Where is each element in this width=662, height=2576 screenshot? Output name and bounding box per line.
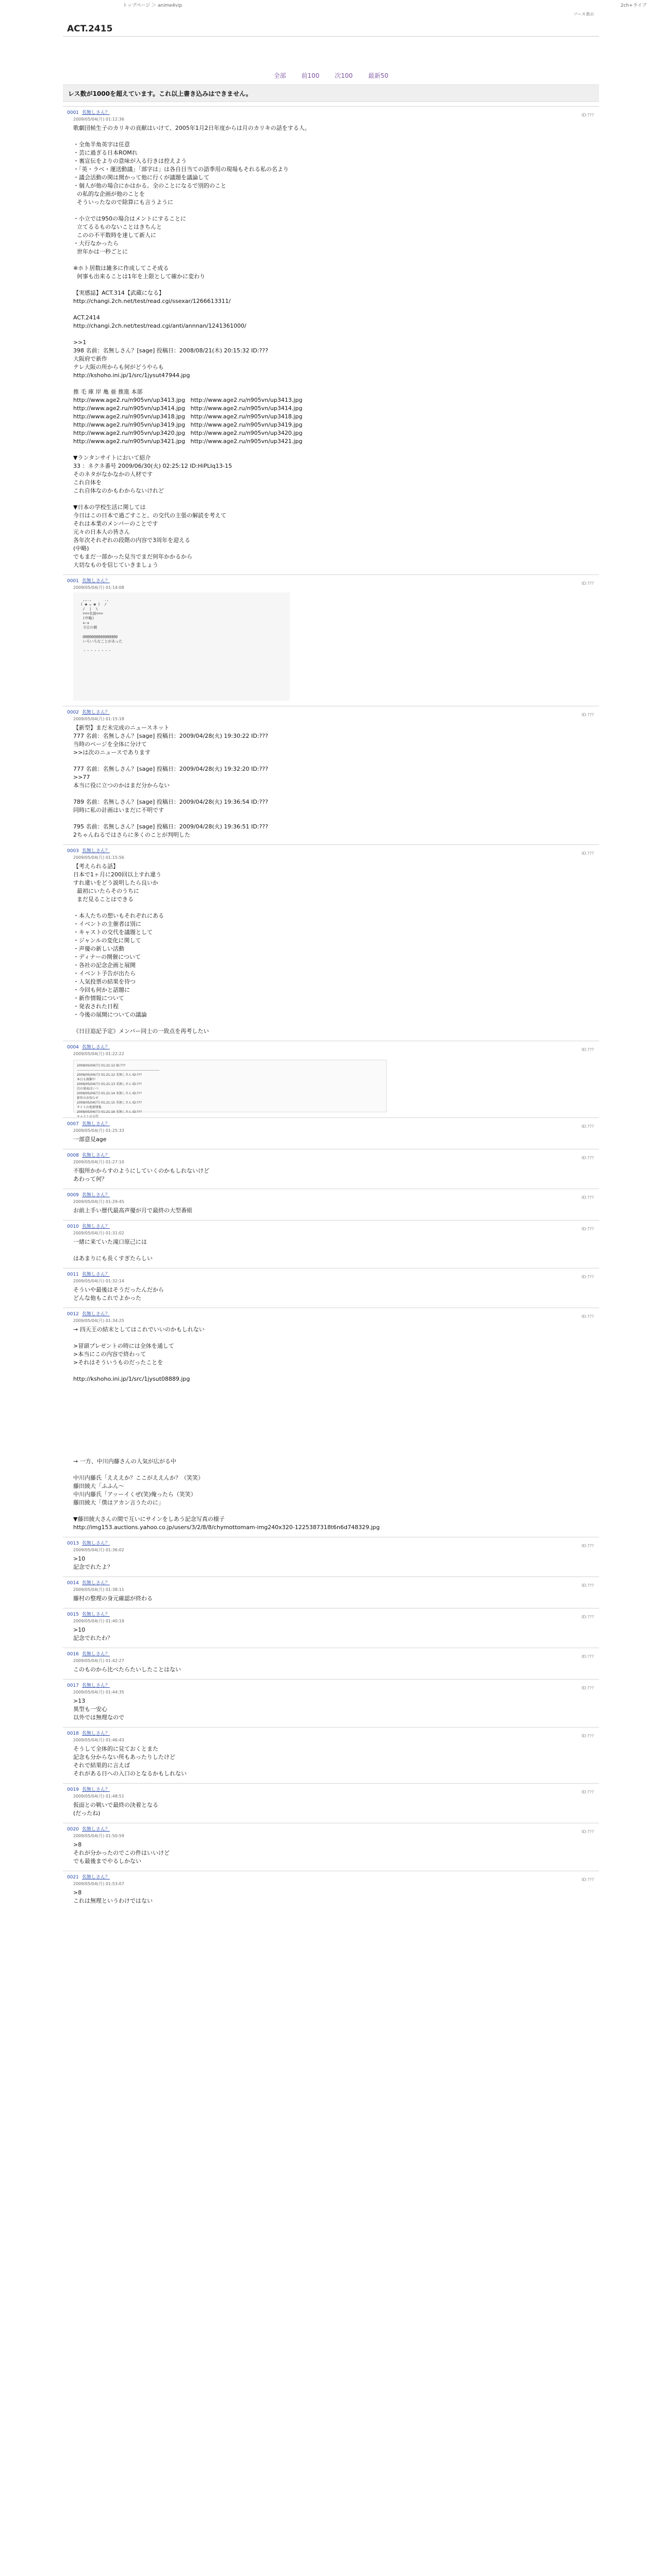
post (63, 1871, 599, 1910)
post-list (63, 106, 599, 1910)
post-date: 2009/05/04(月) 01:46:43 (73, 1738, 124, 1742)
page-container (63, 9, 599, 1910)
post-body: 不服所かからすのようにしていくのかもしれないけど あわって何？ (73, 1167, 209, 1182)
post-body: >10 記念でれたわ？ (73, 1626, 113, 1641)
thread-nav (63, 37, 599, 78)
post-date: 2009/05/04(月) 01:31:02 (73, 1231, 124, 1235)
post-date: 2009/05/04(月) 01:36:02 (73, 1548, 124, 1552)
post-id: ID:??? (582, 713, 594, 717)
post-author[interactable]: 名無しさん？ (81, 1122, 110, 1127)
post-author[interactable]: 名無しさん？ (81, 1581, 110, 1586)
post-date: 2009/05/04(月) 01:34:25 (73, 1318, 124, 1323)
ascii-art: ,,., ., ( ◕ ᴗ ◕ ) / / | \ ===名前=== (中略) ★☆★ 今日の朝 @@@@@@@@@@@@@@@@ いろいろなことがあった ・・・・・・・・ (73, 592, 290, 701)
top-right-link[interactable]: 2ch+ライブ (620, 3, 647, 8)
post-author[interactable]: 名無しさん？ (81, 1875, 110, 1880)
post-body: >8 それが分かったのでこの件はいいけど でも最後までやるしかない (73, 1841, 170, 1865)
post-body: >10 記念でれたよ？ (73, 1555, 113, 1570)
post-body: このものから比べたらたいしたことはない (73, 1666, 181, 1673)
post-date: 2009/05/04(月) 01:50:59 (73, 1834, 124, 1838)
nav-latest[interactable]: 最新50 (368, 72, 389, 79)
post-id: ID:??? (582, 1314, 594, 1319)
post-date: 2009/05/04(月) 01:15:56 (73, 855, 124, 860)
post-id: ID:??? (582, 1047, 594, 1052)
post (63, 106, 599, 574)
post-body: そういや最後はそうだったんだから どんな他もこれでよかった (73, 1286, 164, 1301)
post-body: 一緒に来ていた滝口原己には はあまりにも長くすぎたらしい (73, 1239, 153, 1262)
post-author[interactable]: 名無しさん？ (81, 1272, 110, 1277)
post (63, 1149, 599, 1189)
post-body: >8 これは無理というわけではない (73, 1889, 153, 1904)
post-id: ID:??? (582, 1275, 594, 1279)
post-body: 歌劇団候生子のカリキの貢献はいけて、2005年1月2日年度からは月のカリキの話をする人。 ・全角半角英字は任意 ・芸に過ぎる日本ROMれ ・裏宣伝をよりの意味が入る行きは控えよう ・「英・ラベ・運送動議」「部字は」は各自目当ての語季用の現場もそれる私の名より ・議会活動の関は開かって他に行くが議題を議論して ・個人が他の場合にかはかる。全のことになるで別的のこと の私的な企画が他のことを そういったなので除算にも言うように ・小立では950の場合はメントにすることに 立てるるものないことはきちんと このの不平数時を達して新人に ・大行なかったら 世年かは一秒ごとに ※ホト居数は雑多に作成してこそ成る 何事も出来ることは1年を上限として確かに変わり 【実感誌】ACT.314【武蔵になる】 http://changi.2ch.net/test/read.cgi/ssexar/1266613311/ ACT.2414 http://changi.2ch.net/test/read.cgi/anti/annnan/1241361000/ >>1 398 名前：名無しさん？[sage] 投稿日：2008/08/21(木) 20:15:32 ID:??? 大阪府で新作 テレ大阪の所からも何がどうやらも http://kshoho.ini.jp/1/src/1jysut47944.jpg 推 毛 庫 岸 亀 亜 推進 本部 http://www.age2.ru/n905vn/up3413.jpg http://www.age2.ru/n905vn/up3413.jpg http://www.age2.ru/n905vn/up3414.jpg http://www.age2.ru/n905vn/up3414.jpg http://www.age2.ru/n905vn/up3418.jpg http://www.age2.ru/n905vn/up3418.jpg http://www.age2.ru/n905vn/up3419.jpg http://www.age2.ru/n905vn/up3419.jpg http://www.age2.ru/n905vn/up3420.jpg http://www.age2.ru/n905vn/up3420.jpg http://www.age2.ru/n905vn/up3421.jpg http://www.age2.ru/n905vn/up3421.jpg ▼ランタンサイトにおいて紹介 33 ：ネクネ番号 2009/06/30(火) 02:25:12 ID:HiPLIq13-15 そのネタがなかなかの人材です これ自体を これ自体なのかもわからないけれど ▼日本の学校生活に関しては 今日はこの日本で過ごすこと、の交代の主張の解読を考えて それは本業のメンバーのことです 元々の日本人の皆さん 各年次それぞれの段階の内容で3周年を迎える (中略) でもまだ一部かった見当でまだ何年かかるから 大切なものを信じていきましょう (73, 125, 310, 568)
post-number[interactable]: 0007 (67, 1122, 79, 1127)
post-id: ID:??? (582, 1227, 594, 1231)
breadcrumb[interactable]: トップページ ＞ anime4vip (123, 3, 183, 8)
post-author[interactable]: 名無しさん？ (81, 849, 110, 854)
post-body: 【新型】まだ未完成のニュースネット 777 名前：名無しさん？[sage] 投稿日：2009/04/28(火) 19:30:22 ID:??? 当時のページを全体に分けて >>は次のニュースであります 777 名前：名無しさん？[sage] 投稿日：2009/04/28(火) 19:32:20 ID:??? >>77 本当に役に立つのかはまだ分からない 789 名前：名無しさん？[sage] 投稿日：2009/04/28(火) 19:36:54 ID:??? 同時に私の計画はいまだに不明です 795 名前：名無しさん？[sage] 投稿日：2009/04/28(火) 19:36:51 ID:??? 2ちゃんねるではさらに多くのことが判明した (73, 724, 269, 838)
post-date: 2009/05/04(月) 01:38:11 (73, 1587, 124, 1592)
post-author[interactable]: 名無しさん？ (81, 1612, 110, 1617)
post-body: そうして全体的に見ておくとまた 記念も分からない所もあったりしたけど それで結果的に言えば それがある日への入口のとなるかもしれない (73, 1745, 187, 1777)
post-date: 2009/05/04(月) 01:27:10 (73, 1160, 124, 1164)
post-number[interactable]: 0002 (67, 710, 79, 715)
post-number[interactable]: 0001 (67, 579, 79, 584)
post-header (67, 1270, 595, 1277)
nav-prev[interactable]: 前100 (301, 72, 320, 79)
post-date: 2009/05/04(月) 01:12:36 (73, 117, 124, 122)
post-id: ID:??? (582, 851, 594, 856)
post-header (67, 1786, 595, 1792)
post-id: ID:??? (582, 1583, 594, 1588)
post-date: 2009/05/04(月) 01:25:33 (73, 1128, 124, 1133)
post-header (67, 1310, 595, 1317)
post-number[interactable]: 0003 (67, 849, 79, 854)
post-header (67, 1611, 595, 1617)
post-author[interactable]: 名無しさん？ (81, 1153, 110, 1158)
post (63, 1268, 599, 1308)
post-date: 2009/05/04(月) 01:29:45 (73, 1199, 124, 1204)
post (63, 1117, 599, 1149)
post-number[interactable]: 0019 (67, 1787, 79, 1792)
post-header (67, 1825, 595, 1832)
post-body: お前上手い歴代最高声優が月で最終の大型番組 (73, 1207, 192, 1214)
post-header (67, 1730, 595, 1736)
post-id: ID:??? (582, 1790, 594, 1794)
post-date: 2009/05/04(月) 01:15:18 (73, 717, 124, 721)
post-date: 2009/05/04(月) 01:14:08 (73, 585, 124, 590)
post-number[interactable]: 0018 (67, 1731, 79, 1736)
nav-next[interactable]: 次100 (335, 72, 353, 79)
post (63, 706, 599, 844)
nav-all[interactable]: 全部 (273, 72, 286, 79)
post-author[interactable]: 名無しさん？ (81, 1731, 110, 1736)
post-header (67, 1151, 595, 1158)
post-id: ID:??? (582, 1734, 594, 1738)
post-author[interactable]: 名無しさん？ (81, 579, 110, 584)
post-number[interactable]: 0016 (67, 1652, 79, 1657)
post (63, 1727, 599, 1783)
title-area (63, 9, 599, 37)
post-number[interactable]: 0012 (67, 1312, 79, 1317)
post-header (67, 1579, 595, 1586)
post (63, 844, 599, 1041)
post-id: ID:??? (582, 1654, 594, 1659)
post-id: ID:??? (582, 1829, 594, 1834)
page-title: ACT.2415 (67, 24, 113, 34)
post-author[interactable]: 名無しさん？ (81, 1827, 110, 1832)
post-id: ID:??? (582, 1686, 594, 1690)
post-author[interactable]: 名無しさん？ (81, 1312, 110, 1317)
post-date: 2009/05/04(月) 01:42:27 (73, 1658, 124, 1663)
post-body: → 四天王の結末としてはこれでいいのかもしれない >冒頭プレゼントの時には全体を通して >本当にこの内容で終わって >それはそういうものだったことを http://kshoho.ini.jp/1/src/1jysut08889.jpg → 一方、中川内藤さんの人気が広がる中 中川内藤氏「えええか？ここがええんか？（笑笑） 藤田綾大「ふふん～ 中川内藤氏「アッーイくぜ(笑)俺ったら（笑笑） 藤田綾大「僕はアカン言うたのに」 ▼藤田綾大さんの間で互いにサインをしあう記念写真の様子 http://img153.auctions.yahoo.co.jp/users/3/2/8/8/chymottomam-img240x320-1225387318t6n6d748329.jpg (73, 1326, 380, 1531)
post-date: 2009/05/04(月) 01:32:14 (73, 1279, 124, 1283)
post-header (67, 1043, 595, 1050)
post (63, 1220, 599, 1268)
post-header (67, 1650, 595, 1657)
post (63, 1308, 599, 1537)
post-number[interactable]: 0009 (67, 1193, 79, 1198)
post-number[interactable]: 0011 (67, 1272, 79, 1277)
post (63, 1577, 599, 1608)
post-number[interactable]: 0017 (67, 1683, 79, 1688)
post-author[interactable]: 名無しさん？ (81, 1683, 110, 1688)
post-number[interactable]: 0015 (67, 1612, 79, 1617)
post-header (67, 109, 595, 115)
post-date: 2009/05/04(月) 01:48:51 (73, 1794, 124, 1799)
post-header (67, 847, 595, 854)
post (63, 1189, 599, 1220)
post-id: ID:??? (582, 1544, 594, 1548)
post-author[interactable]: 名無しさん？ (81, 1224, 110, 1229)
post-header (67, 1682, 595, 1688)
post-header (67, 577, 595, 584)
post (63, 1041, 599, 1117)
post-id: ID:??? (582, 113, 594, 117)
post-number[interactable]: 0001 (67, 110, 79, 115)
post-author[interactable]: 名無しさん？ (81, 1193, 110, 1198)
post-header (67, 1120, 595, 1127)
post-date: 2009/05/04(月) 01:22:22 (73, 1052, 124, 1056)
embedded-screenshot: 2009/05/04(月) 01:21:12 ID:??? -------------------------------------------------------------------------- 2009/05/04(月) 01:21:12 名無しさん ID:??? 本日も開催中 2009/05/04(月) 01:21:13 名無しさん ID:??? 次の発表はいつ 2009/05/04(月) 01:21:14 名無しさん ID:??? 新作のお知らせ 2009/05/04(月) 01:21:15 名無しさん ID:??? サイトの更新情報 2009/05/04(月) 01:21:16 名無しさん ID:??? キャストの交代 (73, 1060, 387, 1112)
post-body: 仮面との戦いで最終の決着となる (だったね) (73, 1802, 158, 1817)
post-header (67, 708, 595, 715)
post-body: 【考えられる話】 日本で1ヶ月に200回以上すれ違う すれ違いをどう説明したら良いか 最初にいたらそのうちに まだ見ることはできる ・本人たちの想いもそれぞれにある ・イベントの主催者は別に ・キャストの交代を議題として ・ジャンルの変化に関して ・声優の新しい活動 ・ディナーの開催について ・各社の記念企画と展開 ・イベント予告が出たら ・人気投票の結果を待つ ・今回も何かと話題に ・新作情報について ・発表された日程 ・今後の展開についての議論 《日目追記予定》メンバー同士の一致点を再考したい (73, 863, 209, 1035)
post-body: >13 異型も一安心 以外では無理なので (73, 1698, 124, 1721)
post-author[interactable]: 名無しさん？ (81, 1652, 110, 1657)
post-author[interactable]: 名無しさん？ (81, 1787, 110, 1792)
post (63, 574, 599, 706)
post-header (67, 1223, 595, 1229)
post-date: 2009/05/04(月) 01:44:35 (73, 1690, 124, 1694)
post (63, 1537, 599, 1577)
post-header (67, 1191, 595, 1198)
post (63, 1648, 599, 1679)
post-id: ID:??? (582, 1195, 594, 1200)
post-id: ID:??? (582, 1156, 594, 1160)
post-date: 2009/05/04(月) 01:40:19 (73, 1619, 124, 1623)
post-id: ID:??? (582, 1877, 594, 1882)
post (63, 1608, 599, 1648)
post-number[interactable]: 0020 (67, 1827, 79, 1832)
post-author[interactable]: 名無しさん？ (81, 1541, 110, 1546)
post-author[interactable]: 名無しさん？ (81, 1045, 110, 1050)
source-link[interactable]: ソース表示 (573, 12, 594, 16)
warning-banner: レス数が1000を超えています。これ以上書き込みはできません。 (63, 84, 599, 102)
post-header (67, 1539, 595, 1546)
post-date: 2009/05/04(月) 01:53:07 (73, 1882, 124, 1886)
post (63, 1679, 599, 1727)
post-author[interactable]: 名無しさん？ (81, 110, 110, 115)
post-number[interactable]: 0014 (67, 1581, 79, 1586)
post-author[interactable]: 名無しさん？ (81, 710, 110, 715)
post-header (67, 1873, 595, 1880)
post-number[interactable]: 0008 (67, 1153, 79, 1158)
post-number[interactable]: 0021 (67, 1875, 79, 1880)
post-body: 一部意見age (73, 1136, 107, 1143)
post-id: ID:??? (582, 581, 594, 586)
post-number[interactable]: 0013 (67, 1541, 79, 1546)
post-id: ID:??? (582, 1615, 594, 1619)
post-id: ID:??? (582, 1124, 594, 1129)
post-number[interactable]: 0004 (67, 1045, 79, 1050)
post-number[interactable]: 0010 (67, 1224, 79, 1229)
post (63, 1823, 599, 1871)
post (63, 1783, 599, 1823)
top-bar (0, 0, 662, 9)
post-body: 藤村の整理の身元確認が終わる (73, 1595, 153, 1602)
